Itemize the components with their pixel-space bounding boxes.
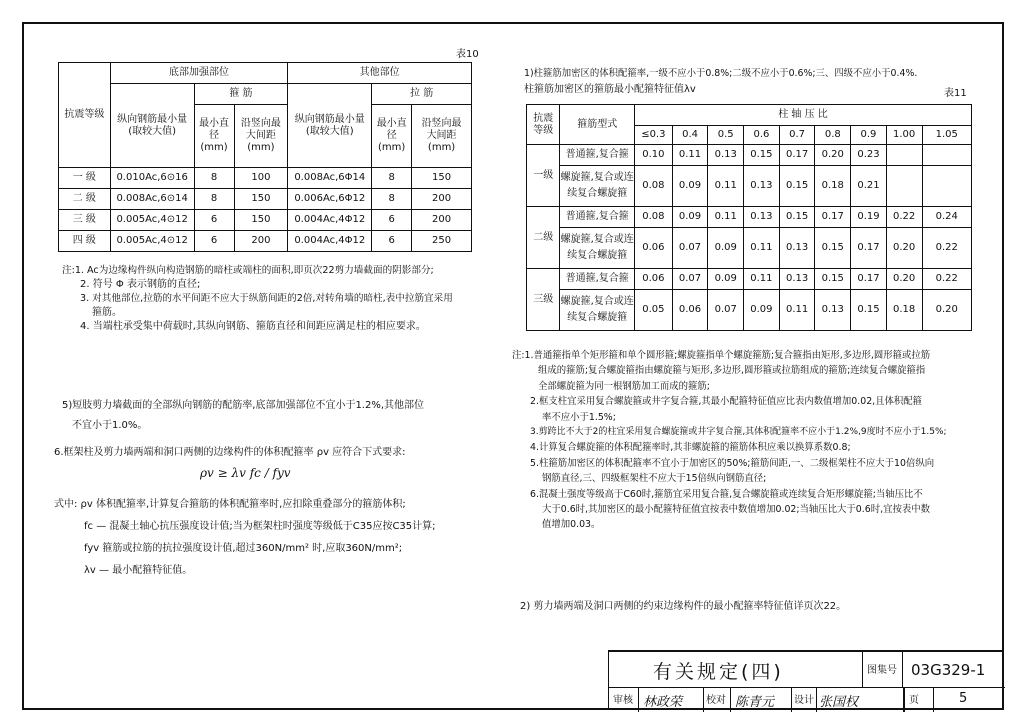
- para5-line2: 不宜小于1.0%。: [72, 420, 148, 431]
- table-row: [527, 228, 972, 269]
- t11-cell: 0.17: [851, 269, 887, 290]
- t11-cell: 0.07: [672, 269, 708, 290]
- t11-cell: 0.13: [744, 207, 780, 228]
- page-label: 页: [909, 695, 919, 706]
- t11-cell: 0.20: [815, 145, 851, 166]
- t11-ratio: 0.9: [851, 126, 887, 145]
- note10-3b: 箍筋。: [92, 307, 122, 318]
- t11-cell: 0.20: [922, 290, 972, 331]
- t11-cell: 0.15: [815, 269, 851, 290]
- t11-ratio: 0.5: [708, 126, 744, 145]
- t10-h-stirrup: 箍 筋: [194, 84, 288, 105]
- t11-ratio: 0.6: [744, 126, 780, 145]
- t10-b-dia: 6: [194, 231, 234, 252]
- t10-grade: 一 级: [59, 168, 111, 189]
- table11: [526, 104, 972, 331]
- t11-cell: 0.15: [779, 166, 815, 207]
- check-signature: 陈青元: [735, 695, 775, 710]
- t11-cell: 0.17: [815, 207, 851, 228]
- t11-cell: 0.09: [708, 269, 744, 290]
- note11-6: 6.混凝土强度等级高于C60时,箍筋宜采用复合箍,复合螺旋箍或连续复合矩形螺旋箍;当轴压比不: [530, 488, 923, 500]
- t10-grade: 四 级: [59, 231, 111, 252]
- note11-4: 4.计算复合螺旋箍的体积配箍率时,其非螺旋箍的箍筋体积应乘以换算系数0.8;: [530, 442, 851, 454]
- t11-cell: 0.20: [886, 269, 922, 290]
- def-fc: fc — 混凝土轴心抗压强度设计值;当为框架柱时强度等级低于C35应按C35计算;: [84, 521, 436, 532]
- table-row: [527, 207, 972, 228]
- t10-h-long-bottom: 纵向钢筋最小量 (取较大值): [110, 84, 194, 168]
- table-row: [527, 269, 972, 290]
- note11-1b: 组成的箍筋;复合螺旋箍指由螺旋箍与矩形,多边形,圆形箍或拉筋组成的箍筋;连续复合螺旋箍指: [538, 365, 926, 377]
- t11-cell: 0.09: [672, 207, 708, 228]
- t11-cell: 0.18: [886, 290, 922, 331]
- notes10: [62, 264, 502, 334]
- t10-h-bottom: 底部加强部位: [110, 63, 288, 84]
- t10-o-dia: 6: [372, 210, 412, 231]
- t11-type: 螺旋箍,复合或连续复合螺旋箍: [560, 228, 635, 269]
- t11-cell: [922, 166, 972, 207]
- t10-b-sp: 150: [234, 210, 288, 231]
- t11-cell: 0.07: [708, 290, 744, 331]
- table-row: [59, 231, 472, 252]
- table-row: [527, 290, 972, 331]
- intro-line1: 1)柱箍筋加密区的体积配箍率,一级不应小于0.8%;二级不应小于0.6%;三、四级不应小于0.4%.: [524, 68, 918, 79]
- t11-cell: [886, 166, 922, 207]
- t11-ratio: 0.4: [672, 126, 708, 145]
- note11-2: 2.框支柱宜采用复合螺旋箍或井字复合箍,其最小配箍特征值应比表内数值增加0.02,且体积配箍: [530, 396, 923, 408]
- note10-2: 2. 符号 Φ 表示钢筋的直径;: [80, 279, 201, 290]
- table-row: [59, 210, 472, 231]
- t11-cell: 0.09: [708, 228, 744, 269]
- t11-cell: 0.11: [672, 145, 708, 166]
- t11-cell: 0.11: [708, 207, 744, 228]
- t11-type: 普通箍,复合箍: [560, 269, 635, 290]
- t11-cell: 0.11: [779, 290, 815, 331]
- t11-cell: 0.11: [708, 166, 744, 207]
- right-intro: [524, 66, 994, 98]
- drawing-title: 有关规定(四): [653, 661, 784, 683]
- intro-line2: 柱箍筋加密区的箍筋最小配箍特征值λv: [524, 84, 696, 95]
- t11-cell: 0.22: [886, 207, 922, 228]
- t11-cell: [922, 145, 972, 166]
- note11-5b: 钢筋直径,三、四级框架柱不应大于15倍纵向钢筋直径;: [542, 473, 767, 485]
- t11-cell: 0.17: [779, 145, 815, 166]
- def-lambda: λv — 最小配箍特征值。: [84, 565, 193, 576]
- t11-cell: 0.06: [672, 290, 708, 331]
- formula: ρv ≥ λv fc / fyv: [200, 466, 291, 480]
- t10-o-long: 0.004Ac,4Φ12: [288, 210, 372, 231]
- t11-type: 普通箍,复合箍: [560, 145, 635, 166]
- t11-h-grade: 抗震 等级: [527, 105, 560, 145]
- note11-6c: 值增加0.03。: [542, 519, 601, 531]
- t11-h-type: 箍筋型式: [560, 105, 635, 145]
- table11-label: 表11: [944, 88, 967, 99]
- page-number: 5: [959, 691, 968, 706]
- table-row: [527, 166, 972, 207]
- t11-cell: 0.19: [851, 207, 887, 228]
- para6: 6.框架柱及剪力墙两端和洞口两侧的边缘构件的体积配箍率 ρv 应符合下式要求:: [54, 447, 406, 458]
- t11-cell: 0.09: [672, 166, 708, 207]
- t11-ratio: 0.8: [815, 126, 851, 145]
- t11-cell: [886, 145, 922, 166]
- t11-cell: 0.08: [635, 166, 673, 207]
- t10-h-grade: 抗震等级: [59, 63, 111, 168]
- table-row: [59, 189, 472, 210]
- t11-cell: 0.13: [708, 145, 744, 166]
- t10-b-long: 0.010Ac,6⊙16: [110, 168, 194, 189]
- para5: [62, 396, 502, 436]
- t11-ratio: 1.05: [922, 126, 972, 145]
- t11-cell: 0.06: [635, 269, 673, 290]
- t11-cell: 0.13: [779, 228, 815, 269]
- def-fyv: fyv 箍筋或拉筋的抗拉强度设计值,超过360N/mm² 时,应取360N/mm²;: [84, 543, 403, 554]
- t11-cell: 0.07: [672, 228, 708, 269]
- t10-grade: 三 级: [59, 210, 111, 231]
- t10-b-dia: 6: [194, 210, 234, 231]
- t10-b-sp: 150: [234, 189, 288, 210]
- t11-cell: 0.22: [922, 228, 972, 269]
- design-signature: 张国权: [819, 695, 859, 710]
- note11-3: 3.剪跨比不大于2的柱宜采用复合螺旋箍或井字复合箍,其体积配箍率不应小于1.2%,9度时不应小于1.5%;: [530, 427, 947, 438]
- t10-o-sp: 150: [412, 168, 472, 189]
- t10-b-sp: 100: [234, 168, 288, 189]
- t11-cell: 0.15: [779, 207, 815, 228]
- review-signature: 林政荣: [643, 695, 683, 710]
- t11-cell: 0.11: [744, 228, 780, 269]
- t10-o-dia: 8: [372, 189, 412, 210]
- t11-cell: 0.20: [886, 228, 922, 269]
- t10-o-sp: 250: [412, 231, 472, 252]
- t11-ratio: 0.7: [779, 126, 815, 145]
- t10-o-long: 0.004Ac,4Φ12: [288, 231, 372, 252]
- t10-b-dia: 8: [194, 168, 234, 189]
- t10-b-long: 0.005Ac,4⊙12: [110, 210, 194, 231]
- t11-cell: 0.08: [635, 207, 673, 228]
- t10-b-long: 0.008Ac,6⊙14: [110, 189, 194, 210]
- table10: [58, 62, 472, 252]
- t11-cell: 0.18: [815, 166, 851, 207]
- t11-grade: 二级: [527, 207, 560, 269]
- table-row: [59, 168, 472, 189]
- t10-h-min-dia-other: 最小直径 (mm): [372, 105, 412, 168]
- atlas-label: 图集号: [867, 665, 897, 676]
- title-block: [608, 650, 1004, 710]
- defs: [54, 494, 504, 582]
- t10-o-sp: 200: [412, 210, 472, 231]
- review-label: 审核: [613, 695, 633, 706]
- t11-type: 普通箍,复合箍: [560, 207, 635, 228]
- notes11: [512, 348, 998, 533]
- note11-5: 5.柱箍筋加密区的体积配箍率不宜小于加密区的50%;箍筋间距,一、二级框架柱不应大于10倍纵向: [530, 457, 935, 469]
- para2: 2) 剪力墙两端及洞口两侧的约束边缘构件的最小配箍率特征值详页次22。: [520, 601, 847, 612]
- note11-2b: 率不应小于1.5%;: [542, 411, 616, 423]
- t11-cell: 0.13: [744, 166, 780, 207]
- t11-ratio: ≤0.3: [635, 126, 673, 145]
- table-row: [527, 145, 972, 166]
- t10-h-tie: 拉 筋: [372, 84, 472, 105]
- t10-h-spacing-bottom: 沿竖向最 大间距 (mm): [234, 105, 288, 168]
- t10-h-other: 其他部位: [288, 63, 472, 84]
- t11-cell: 0.13: [779, 269, 815, 290]
- t11-ratio: 1.00: [886, 126, 922, 145]
- t11-cell: 0.10: [635, 145, 673, 166]
- t10-o-sp: 200: [412, 189, 472, 210]
- t11-cell: 0.15: [744, 145, 780, 166]
- note11-1: 注:1.普通箍指单个矩形箍和单个圆形箍;螺旋箍指单个螺旋箍筋;复合箍指由矩形,多边形,圆形箍或拉筋: [512, 350, 931, 361]
- t10-h-long-other: 纵向钢筋最小量 (取较大值): [288, 84, 372, 168]
- t10-o-dia: 8: [372, 168, 412, 189]
- t11-cell: 0.21: [851, 166, 887, 207]
- t10-o-long: 0.006Ac,6Φ12: [288, 189, 372, 210]
- design-label: 设计: [794, 695, 814, 706]
- t11-cell: 0.09: [744, 290, 780, 331]
- note10-4: 4. 当端柱承受集中荷载时,其纵向钢筋、箍筋直径和间距应满足柱的相应要求。: [80, 321, 426, 332]
- check-label: 校对: [706, 695, 726, 706]
- t11-cell: 0.13: [815, 290, 851, 331]
- def-rho: 式中: ρv 体积配箍率,计算复合箍筋的体积配箍率时,应扣除重叠部分的箍筋体积;: [54, 499, 406, 510]
- t11-type: 螺旋箍,复合或连续复合螺旋箍: [560, 290, 635, 331]
- t10-b-sp: 200: [234, 231, 288, 252]
- t11-type: 螺旋箍,复合或连续复合螺旋箍: [560, 166, 635, 207]
- table10-label: 表10: [456, 49, 479, 60]
- t10-h-spacing-other: 沿竖向最 大间距 (mm): [412, 105, 472, 168]
- t11-cell: 0.22: [922, 269, 972, 290]
- t10-b-dia: 8: [194, 189, 234, 210]
- t10-o-long: 0.008Ac,6Φ14: [288, 168, 372, 189]
- t10-grade: 二 级: [59, 189, 111, 210]
- t11-grade: 一级: [527, 145, 560, 207]
- t10-b-long: 0.005Ac,4⊙12: [110, 231, 194, 252]
- t11-cell: 0.24: [922, 207, 972, 228]
- t11-cell: 0.15: [815, 228, 851, 269]
- t11-h-axial: 柱 轴 压 比: [635, 105, 972, 126]
- t11-cell: 0.23: [851, 145, 887, 166]
- note10-3: 3. 对其他部位,拉筋的水平间距不应大于纵筋间距的2倍,对转角墙的暗柱,表中拉筋宜采用: [80, 293, 453, 304]
- t11-cell: 0.11: [744, 269, 780, 290]
- atlas-number: 03G329-1: [911, 661, 986, 679]
- t10-h-min-dia-bottom: 最小直径 (mm): [194, 105, 234, 168]
- note11-1c: 全部螺旋箍为同一根钢筋加工而成的箍筋;: [538, 380, 710, 392]
- t11-cell: 0.05: [635, 290, 673, 331]
- t11-cell: 0.17: [851, 228, 887, 269]
- t10-o-dia: 6: [372, 231, 412, 252]
- t11-cell: 0.06: [635, 228, 673, 269]
- t11-cell: 0.15: [851, 290, 887, 331]
- para5-line1: 5)短肢剪力墙截面的全部纵向钢筋的配筋率,底部加强部位不宜小于1.2%,其他部位: [62, 400, 425, 411]
- t11-grade: 三级: [527, 269, 560, 331]
- note10-1: 注:1. Ac为边缘构件纵向构造钢筋的暗柱或端柱的面积,即页次22剪力墙截面的阴影部分;: [62, 265, 434, 276]
- note11-6b: 大于0.6时,其加密区的最小配箍特征值宜按表中数值增加0.02;当轴压比大于0.6时,宜按表中数: [542, 504, 930, 516]
